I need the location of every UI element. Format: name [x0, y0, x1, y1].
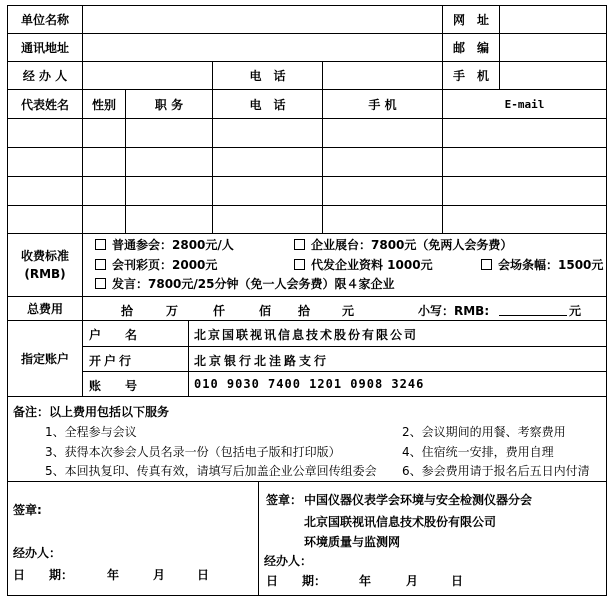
fee-currency-label: (RMB) [24, 267, 66, 281]
total-unit-qian: 仟 [213, 304, 226, 318]
postcode-field[interactable] [500, 34, 606, 61]
left-date-label: 日 期： [13, 568, 74, 582]
right-org-3: 环境质量与监测网 [304, 535, 401, 549]
total-amount-field[interactable] [499, 303, 567, 316]
header-rep-name: 代表姓名 [20, 97, 69, 112]
checkbox-icon[interactable] [95, 259, 106, 270]
divider [7, 595, 607, 596]
notes-title: 备注：以上费用包括以下服务 [13, 405, 170, 419]
header-mobile: 手 机 [368, 97, 397, 112]
total-unit-wan: 万 [166, 304, 179, 318]
total-unit-bai: 佰 [259, 304, 272, 318]
contact-field[interactable] [83, 62, 212, 89]
divider [606, 5, 607, 596]
company-name-field[interactable] [83, 6, 442, 33]
note-item-6: 6、参会费用请于报名后五日内付清 [402, 464, 590, 478]
account-name-value: 北京国联视讯信息技术股份有限公司 [194, 328, 419, 342]
right-date-label: 日 期： [266, 574, 327, 588]
address-field[interactable] [83, 34, 442, 61]
right-handler-label: 经办人： [264, 554, 313, 568]
total-unit-shi: 拾 [298, 304, 311, 318]
left-seal-label: 签章: [13, 503, 42, 517]
fee-option-regular[interactable] [95, 236, 234, 253]
divider [258, 481, 259, 595]
total-small-unit: 元 [569, 304, 582, 318]
header-email: E-mail [504, 97, 545, 111]
divider [7, 320, 607, 321]
fee-option-label: 会刊彩页：2000元 [112, 258, 218, 272]
account-name-key: 户 名 [89, 328, 138, 342]
right-seal-label: 签章： [266, 493, 303, 507]
left-month: 月 [153, 568, 166, 582]
left-year: 年 [107, 568, 120, 582]
divider [188, 320, 189, 396]
note-item-1: 1、全程参与会议 [45, 425, 137, 439]
checkbox-icon[interactable] [481, 259, 492, 270]
bank-key: 开户行 [89, 354, 135, 368]
divider [7, 296, 607, 297]
fee-option-label: 企业展台：7800元（免两人会务费） [311, 238, 513, 252]
fee-option-materials[interactable] [294, 256, 433, 273]
phone-label: 电 话 [249, 69, 286, 83]
divider [7, 481, 607, 482]
fee-option-speech[interactable] [95, 275, 394, 292]
fee-option-banner[interactable] [481, 256, 603, 273]
note-item-5: 5、本回执复印、传真有效，请填写后加盖企业公章回传组委会 [45, 464, 377, 478]
fee-option-label: 代发企业资料 1000元 [311, 258, 433, 272]
note-item-2: 2、会议期间的用餐、考察费用 [402, 425, 566, 439]
fee-option-label: 普通参会：2800元/人 [112, 238, 234, 252]
checkbox-icon[interactable] [294, 259, 305, 270]
left-handler-label: 经办人： [13, 546, 62, 560]
rep-row-4[interactable] [8, 206, 606, 233]
account-label: 指定账户 [20, 352, 69, 366]
note-item-3: 3、获得本次参会人员名录一份（包括电子版和打印版） [45, 445, 341, 459]
divider [7, 233, 607, 234]
account-number-value: 010 9030 7400 1201 0908 3246 [194, 377, 425, 391]
checkbox-icon[interactable] [294, 239, 305, 250]
total-unit-yuan: 元 [342, 304, 355, 318]
total-unit-shi-wan: 拾 [121, 304, 134, 318]
mobile-label: 手 机 [452, 69, 489, 83]
right-org-1: 中国仪器仪表学会环境与安全检测仪器分会 [304, 493, 533, 507]
total-label: 总费用 [26, 302, 63, 316]
right-org-2: 北京国联视讯信息技术股份有限公司 [304, 515, 497, 529]
fee-option-label: 发言：7800元/25分钟（免一人会务费）限４家企业 [112, 277, 395, 291]
fee-standard-label-text: 收费标准 [20, 249, 69, 263]
contact-label: 经 办 人 [22, 69, 68, 83]
rep-row-1[interactable] [8, 119, 606, 147]
right-day: 日 [451, 574, 464, 588]
website-field[interactable] [500, 6, 606, 33]
rep-row-3[interactable] [8, 177, 606, 205]
fee-option-brochure[interactable] [95, 256, 217, 273]
mobile-field[interactable] [500, 62, 606, 89]
left-day: 日 [197, 568, 210, 582]
fee-standard-label [8, 234, 82, 296]
address-label: 通讯地址 [20, 41, 69, 55]
company-name-label: 单位名称 [20, 13, 69, 27]
postcode-label: 邮 编 [452, 41, 489, 55]
bank-value: 北京银行北洼路支行 [194, 354, 330, 368]
website-label: 网 址 [452, 13, 489, 27]
header-position: 职 务 [154, 97, 184, 112]
account-number-key: 账 号 [89, 379, 138, 393]
divider [82, 371, 607, 372]
divider [82, 346, 607, 347]
rep-row-2[interactable] [8, 148, 606, 176]
note-item-4: 4、住宿统一安排，费用自理 [402, 445, 554, 459]
total-small-label: 小写：RMB: [418, 304, 490, 318]
phone-field[interactable] [323, 62, 442, 89]
fee-option-label: 会场条幅：1500元 [498, 258, 604, 272]
header-phone: 电 话 [249, 97, 286, 112]
divider [7, 396, 607, 397]
checkbox-icon[interactable] [95, 278, 106, 289]
right-month: 月 [406, 574, 419, 588]
fee-option-booth[interactable] [294, 236, 512, 253]
checkbox-icon[interactable] [95, 239, 106, 250]
header-gender: 性别 [91, 97, 116, 112]
right-year: 年 [359, 574, 372, 588]
